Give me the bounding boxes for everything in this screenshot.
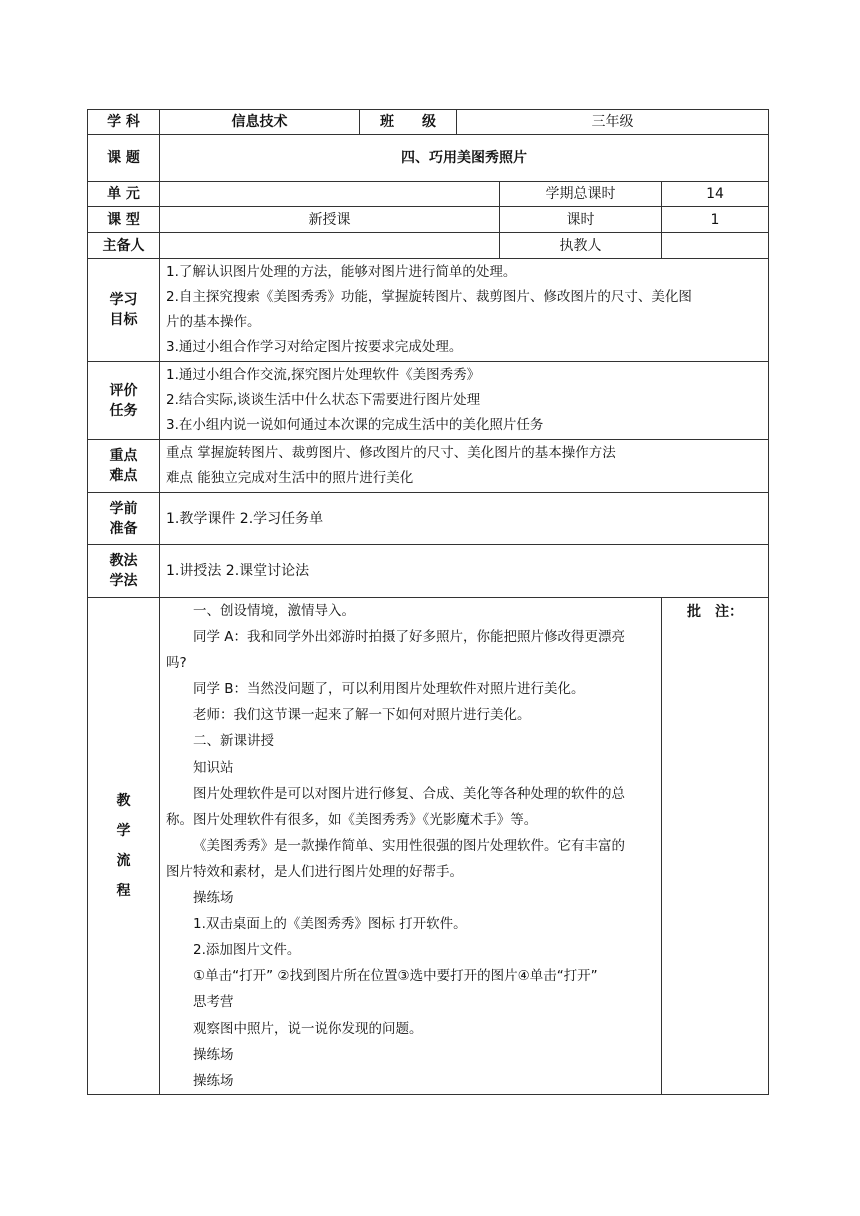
process-line: 图片处理软件是可以对图片进行修复、合成、美化等各种处理的软件的总 xyxy=(193,785,625,802)
objective-line: 3.通过小组合作学习对给定图片按要求完成处理。 xyxy=(166,339,463,355)
methods-label: 教法 学法 xyxy=(88,545,160,598)
evaluation-line: 3.在小组内说一说如何通过本次课的完成生活中的美化照片任务 xyxy=(166,417,544,433)
subject-value: 信息技术 xyxy=(160,110,360,135)
process-line: 二、新课讲授 xyxy=(193,733,274,750)
process-line: 操练场 xyxy=(193,1072,234,1089)
process-line: ①单击“打开” ②找到图片所在位置③选中要打开的图片④单击“打开” xyxy=(193,968,598,985)
row-topic xyxy=(88,135,769,182)
unit-label: 单 元 xyxy=(88,182,160,207)
teacher-label: 执教人 xyxy=(500,233,662,259)
objective-line: 2.自主探究搜索《美图秀秀》功能，掌握旋转图片、裁剪图片、修改图片的尺寸、美化图 xyxy=(166,289,692,305)
preparer-label: 主备人 xyxy=(88,233,160,259)
process-content xyxy=(160,598,662,1095)
process-line: 2.添加图片文件。 xyxy=(193,942,301,959)
objectives-content xyxy=(160,259,769,362)
key-point-line: 重点 掌握旋转图片、裁剪图片、修改图片的尺寸、美化图片的基本操作方法 xyxy=(166,445,616,461)
evaluation-label: 评价 任务 xyxy=(88,362,160,440)
process-line: 1.双击桌面上的《美图秀秀》图标 打开软件。 xyxy=(193,916,467,933)
process-line: 操练场 xyxy=(193,1046,234,1063)
preparer-value xyxy=(160,233,500,259)
row-objectives xyxy=(88,259,769,362)
row-methods xyxy=(88,545,769,598)
annotation-label: 批 注： xyxy=(662,598,769,1095)
key-point-line: 难点 能独立完成对生活中的照片进行美化 xyxy=(166,470,414,486)
evaluation-content xyxy=(160,362,769,440)
total-hours-label: 学期总课时 xyxy=(500,182,662,207)
process-line: 思考营 xyxy=(193,994,234,1011)
lesson-plan-table xyxy=(87,109,769,1095)
topic-label: 课 题 xyxy=(88,135,160,182)
teacher-value xyxy=(662,233,769,259)
row-unit xyxy=(88,182,769,207)
methods-text: 1.讲授法 2.课堂讨论法 xyxy=(160,545,769,598)
process-label: 教 学 流 程 xyxy=(88,598,160,1095)
unit-value xyxy=(160,182,500,207)
type-value: 新授课 xyxy=(160,207,500,233)
preparation-label: 学前 准备 xyxy=(88,493,160,545)
row-preparation xyxy=(88,493,769,545)
row-process xyxy=(88,598,769,1095)
preparation-text: 1.教学课件 2.学习任务单 xyxy=(160,493,769,545)
class-value: 三年级 xyxy=(457,110,769,135)
topic-value: 四、巧用美图秀照片 xyxy=(160,135,769,182)
process-line: 知识站 xyxy=(193,759,234,776)
process-line: 操练场 xyxy=(193,890,234,907)
row-type xyxy=(88,207,769,233)
row-subject xyxy=(88,110,769,135)
objective-line: 1.了解认识图片处理的方法，能够对图片进行简单的处理。 xyxy=(166,264,517,280)
class-label: 班 级 xyxy=(360,110,457,135)
key-points-label: 重点 难点 xyxy=(88,440,160,493)
objective-line: 片的基本操作。 xyxy=(166,314,261,330)
key-points-content xyxy=(160,440,769,493)
process-line: 一、创设情境，激情导入。 xyxy=(193,603,355,619)
objectives-label: 学习 目标 xyxy=(88,259,160,362)
evaluation-line: 1.通过小组合作交流,探究图片处理软件《美图秀秀》 xyxy=(166,367,481,383)
process-line: 同学 B：当然没问题了，可以利用图片处理软件对照片进行美化。 xyxy=(193,681,585,698)
row-key-points xyxy=(88,440,769,493)
process-line: 吗? xyxy=(166,655,187,672)
process-line: 同学 A：我和同学外出郊游时拍摄了好多照片，你能把照片修改得更漂亮 xyxy=(193,629,626,646)
process-line: 称。图片处理软件有很多，如《美图秀秀》《光影魔术手》等。 xyxy=(166,811,538,828)
evaluation-line: 2.结合实际,谈谈生活中什么状态下需要进行图片处理 xyxy=(166,392,481,408)
hours-label: 课时 xyxy=(500,207,662,233)
process-line: 图片特效和素材，是人们进行图片处理的好帮手。 xyxy=(166,863,463,880)
subject-label: 学 科 xyxy=(88,110,160,135)
total-hours-value: 14 xyxy=(662,182,769,207)
process-line: 老师：我们这节课一起来了解一下如何对照片进行美化。 xyxy=(193,707,531,724)
type-label: 课 型 xyxy=(88,207,160,233)
process-line: 观察图中照片，说一说你发现的问题。 xyxy=(193,1020,423,1037)
hours-value: 1 xyxy=(662,207,769,233)
row-preparer xyxy=(88,233,769,259)
process-line: 《美图秀秀》是一款操作简单、实用性很强的图片处理软件。它有丰富的 xyxy=(193,837,625,854)
row-evaluation xyxy=(88,362,769,440)
